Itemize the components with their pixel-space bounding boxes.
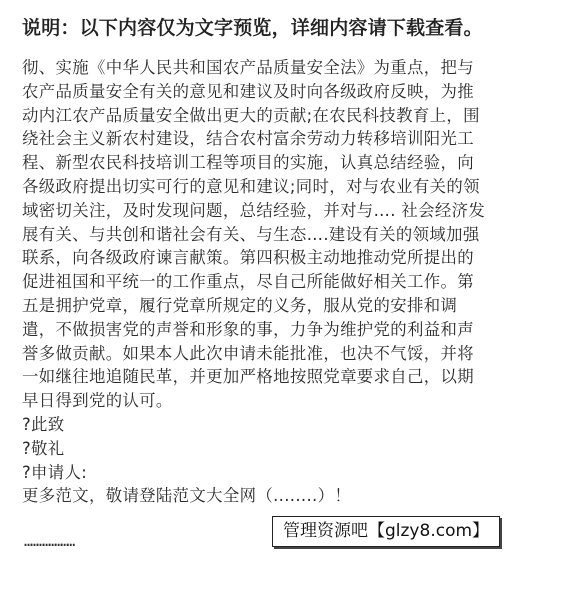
body-line: 程、新型农民科技培训工程等项目的实施，认真总结经验，向 [22, 153, 474, 173]
body-line: 联系，向各级政府谏言献策。第四积极主动地推动党所提出的 [22, 248, 474, 268]
body-line: 一如继往地追随民革，并更加严格地按照党章要求自己，以期 [22, 367, 474, 387]
more-templates-line: 更多范文，敬请登陆范文大全网（........）！ [22, 486, 352, 506]
body-line: 绕社会主义新农村建设，结合农村富余劳动力转移培训阳光工 [22, 129, 474, 149]
body-line: 五是拥护党章，履行党章所规定的义务，服从党的安排和调 [22, 295, 458, 315]
signature-line: ?申请人: [22, 462, 88, 482]
body-line: 誉多做贡献。如果本人此次申请未能批准，也决不气馁，并将 [22, 343, 474, 363]
trailing-dots: …………………… [24, 532, 73, 550]
body-line: 各级政府提出切实可行的意见和建议;同时，对与农业有关的领 [22, 176, 480, 196]
document-body [22, 56, 558, 508]
body-line: 促进祖国和平统一的工作重点，尽自己所能做好相关工作。第 [22, 272, 474, 292]
preview-notice: 说明：以下内容仅为文字预览，详细内容请下载查看。 [22, 17, 483, 39]
body-line: 彻、实施《中华人民共和国农产品质量安全法》为重点，把与 [22, 58, 474, 77]
body-line: 域密切关注，及时发现问题，总结经验，并对与…. 社会经济发 [22, 200, 486, 220]
closing-line: ?敬礼 [22, 438, 65, 458]
closing-line: ?此致 [22, 414, 65, 434]
body-line: 早日得到党的认可。 [22, 391, 173, 411]
body-line: 遣，不做损害党的声誉和形象的事，力争为维护党的利益和声 [22, 319, 474, 339]
body-line: 展有关、与共创和谐社会有关、与生态….建设有关的领域加强 [22, 224, 480, 244]
body-line: 农产品质量安全有关的意见和建议及时向各级政府反映，为推 [22, 81, 474, 101]
watermark-label: 管理资源吧【glzy8.com】 [272, 516, 500, 547]
body-line: 动内江农产品质量安全做出更大的贡献;在农民科技教育上，围 [22, 105, 480, 125]
